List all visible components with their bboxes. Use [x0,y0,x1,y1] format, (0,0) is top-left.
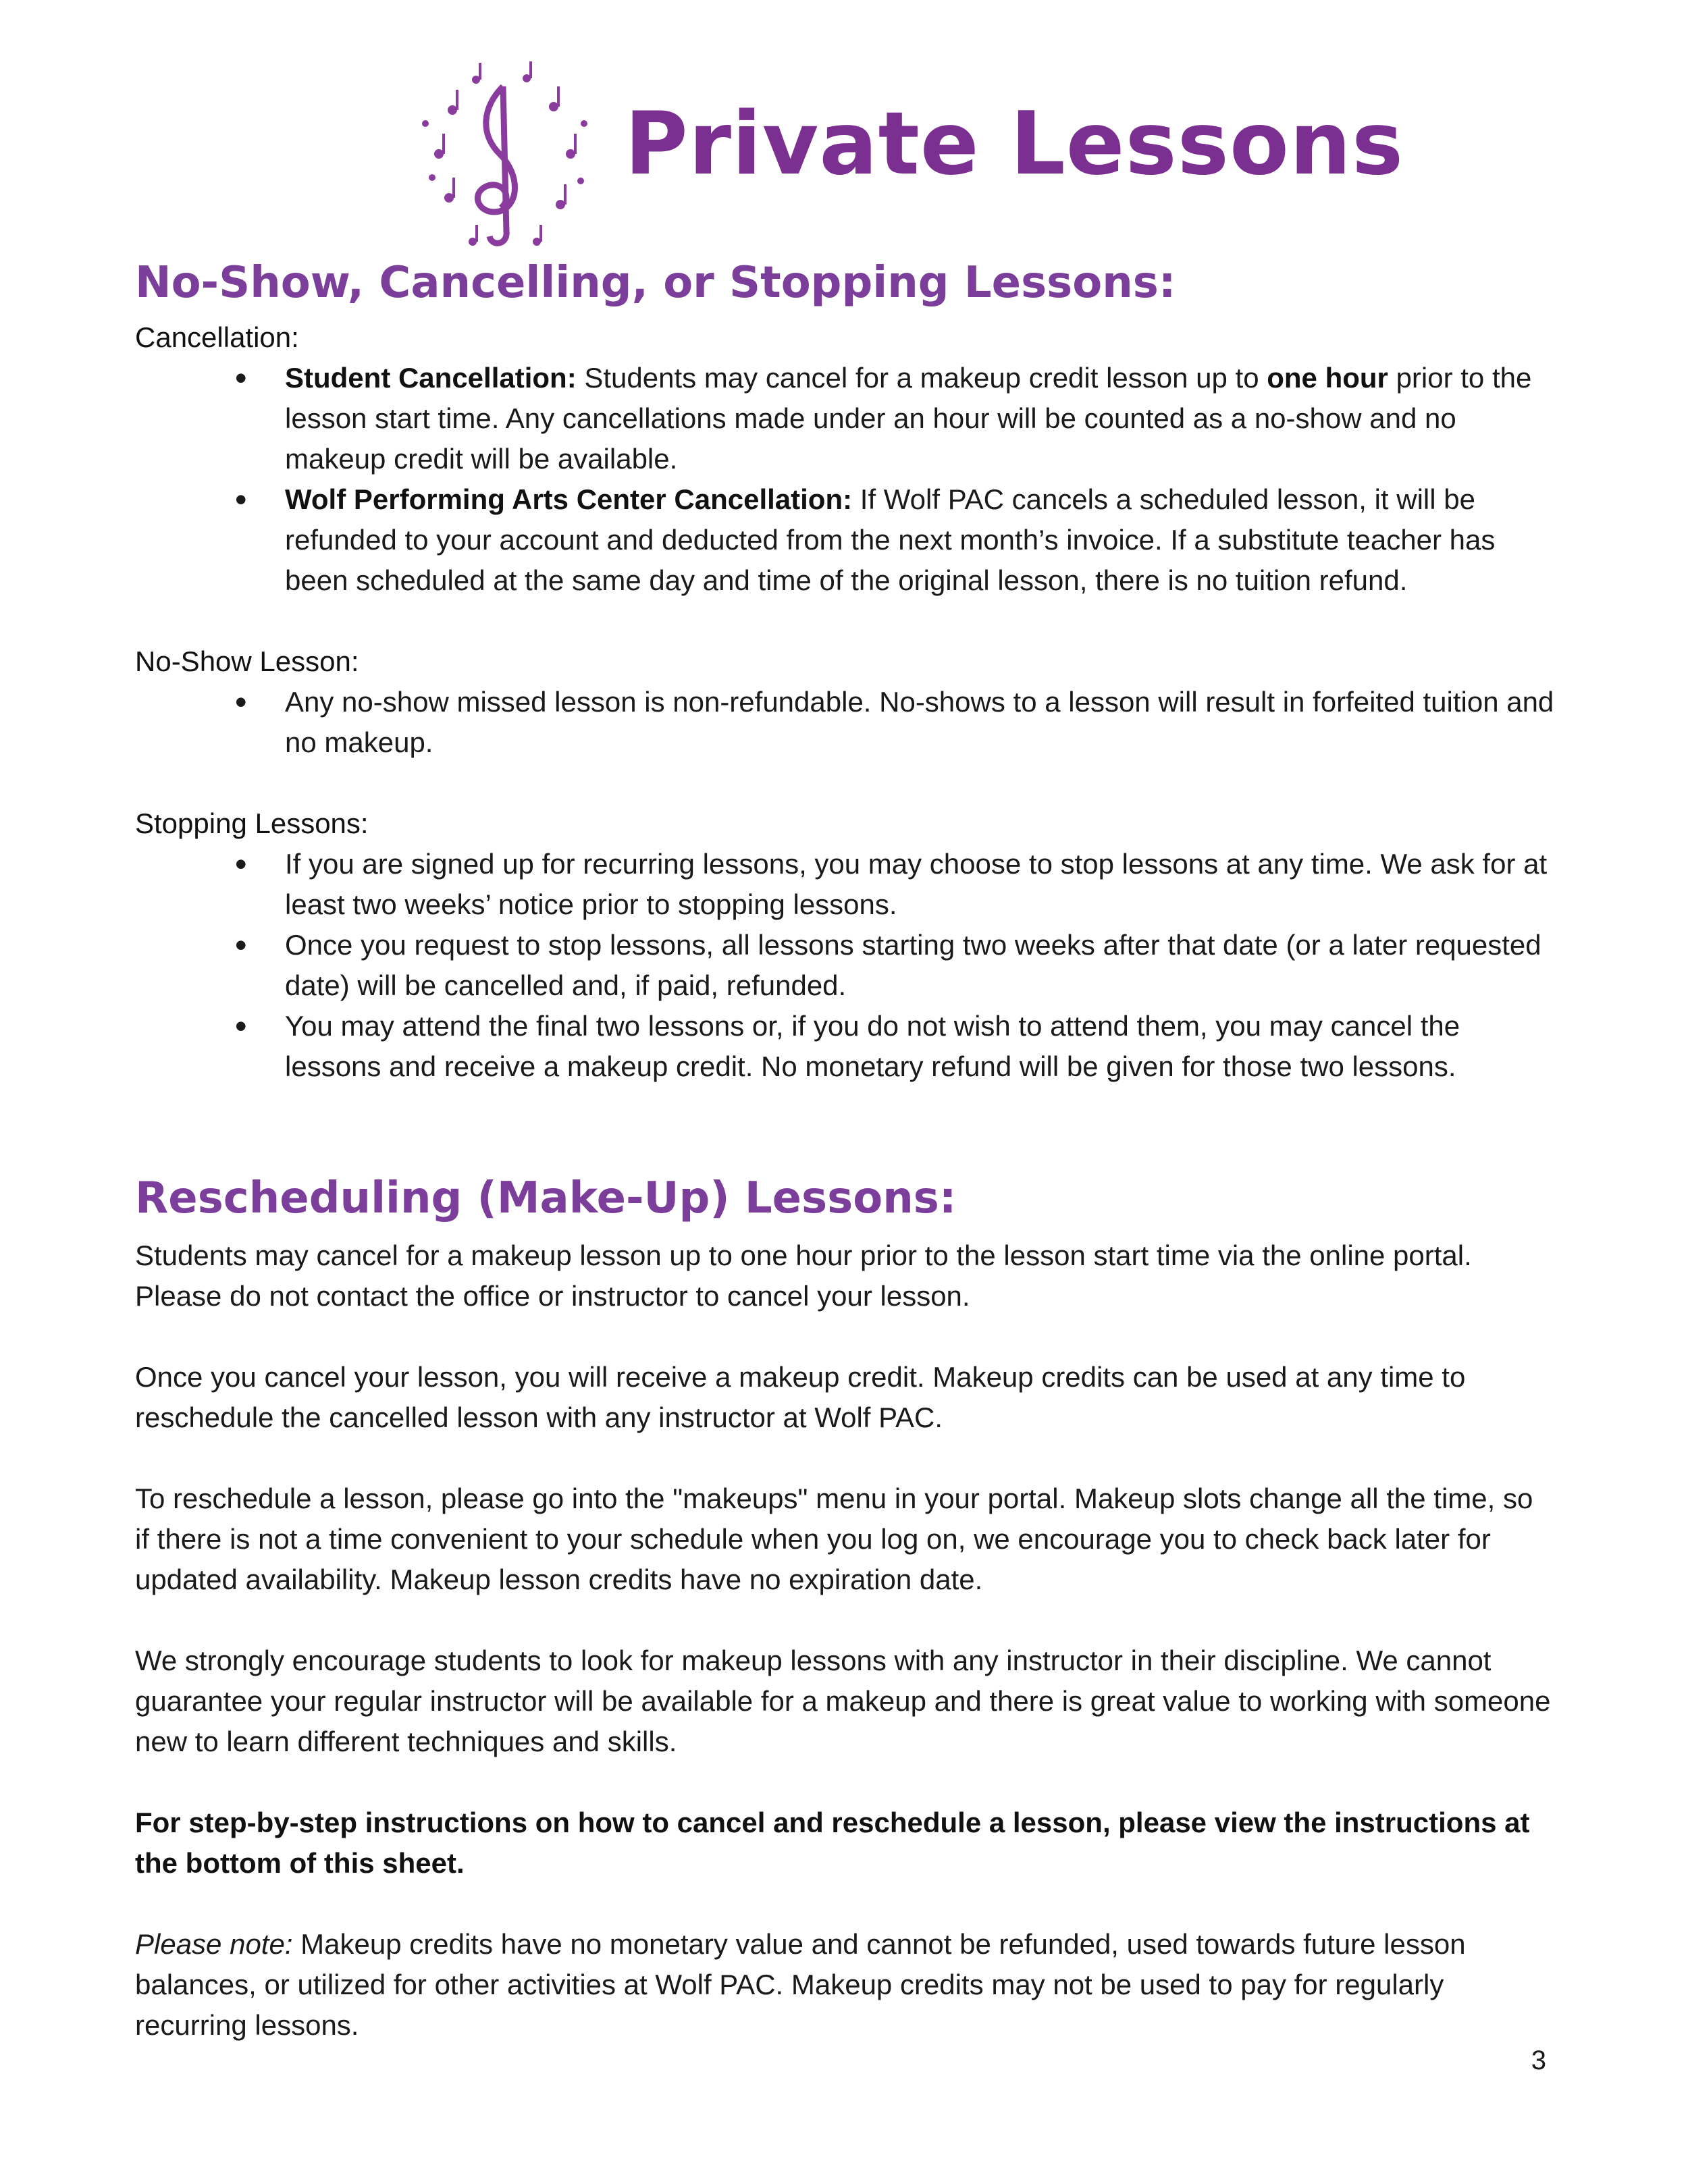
section-heading-noshow: No-Show, Cancelling, or Stopping Lessons: [135,258,1176,308]
cancellation-label: Cancellation: [135,321,299,353]
noshow-list [135,682,1553,763]
please-note-label: Please note: [135,1928,293,1960]
wolf-pac-cancellation-text: If Wolf PAC cancels a scheduled lesson, it will be refunded to your account and deducted from the next month’s invoice. If a substitute teacher has been scheduled at the same day and time of the original lesson, there is no tuition refund. [285,483,1496,596]
stopping-label: Stopping Lessons: [135,807,369,839]
please-note-paragraph [135,1924,1553,2046]
list-item: • You may attend the final two lessons or, if you do not wish to attend them, you may cancel the lessons and receive a makeup credit. No monetary refund will be given for those two lessons. [285,1006,1554,1087]
section-heading-rescheduling: Rescheduling (Make-Up) Lessons: [135,1173,957,1223]
instructions-note: For step-by-step instructions on how to cancel and reschedule a lesson, please view the instructions at the bottom of this sheet. [135,1807,1530,1879]
paragraph: Once you cancel your lesson, you will receive a makeup credit. Makeup credits can be used at any time to reschedule the cancelled lesson with any instructor at Wolf PAC. [135,1361,1466,1433]
noshow-label: No-Show Lesson: [135,645,359,677]
treble-clef-music-notes-icon [412,59,594,262]
list-item [285,479,1554,601]
list-item: • Once you request to stop lessons, all lessons starting two weeks after that date (or a later requested date) will be cancelled and, if paid, refunded. [285,925,1554,1006]
paragraph: Students may cancel for a makeup lesson up to one hour prior to the lesson start time via the online portal. Please do not contact the office or instructor to cancel your lesson. [135,1240,1472,1312]
student-cancellation-label: Student Cancellation: [285,362,577,394]
student-cancellation-text-a: Students may cancel for a makeup credit lesson up to [576,362,1267,394]
student-cancellation-text-b: prior to the lesson start time. Any cancellations made under an hour will be counted as a no-show and no makeup credit will be available. [285,362,1532,475]
one-hour-emphasis: one hour [1267,362,1388,394]
page-title: Private Lessons [625,94,1404,194]
list-item: • Any no-show missed lesson is non-refundable. No-shows to a lesson will result in forfeited tuition and no makeup. [285,682,1554,763]
list-item [285,358,1554,479]
stopping-list [135,844,1553,1087]
list-item: • If you are signed up for recurring lessons, you may choose to stop lessons at any time. We ask for at least two weeks’ notice prior to stopping lessons. [285,844,1554,925]
paragraph: To reschedule a lesson, please go into the "makeups" menu in your portal. Makeup slots change all the time, so if there is not a time convenient to your schedule when you log on, we encourage you to check back later for updated availability. Makeup lesson credits have no expiration date. [135,1483,1533,1595]
paragraph: We strongly encourage students to look for makeup lessons with any instructor in their discipline. We cannot guarantee your regular instructor will be available for a makeup and there is great value to working with someone new to learn different techniques and skills. [135,1645,1551,1757]
page-number: 3 [1531,2046,1546,2075]
wolf-pac-cancellation-label: Wolf Performing Arts Center Cancellation: [285,483,853,515]
cancellation-list [135,358,1553,601]
rescheduling-section-body [135,1235,1553,2046]
noshow-section-body [135,317,1553,1087]
please-note-text: Makeup credits have no monetary value and cannot be refunded, used towards future lesson balances, or utilized for other activities at Wolf PAC. Makeup credits may not be used to pay for regularly recurring lessons. [135,1928,1466,2041]
